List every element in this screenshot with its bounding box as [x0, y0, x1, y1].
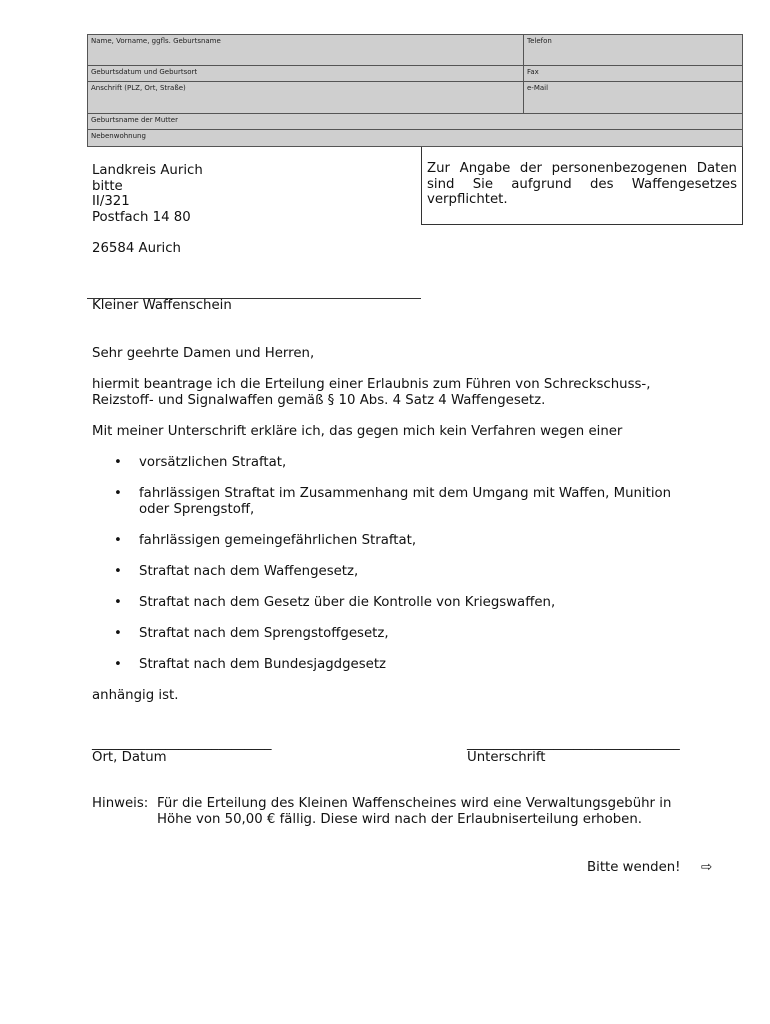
signature-label: Unterschrift — [467, 750, 546, 765]
date-signature-line[interactable]: ___________________________ — [92, 736, 272, 751]
bullet-item: Straftat nach dem Sprengstoffgesetz, — [139, 626, 389, 641]
birth-field[interactable] — [88, 66, 523, 81]
bullet-marker: • — [114, 564, 122, 579]
email-field[interactable] — [523, 82, 742, 113]
bullet-item: Straftat nach dem Waffengesetz, — [139, 564, 359, 579]
bullet-marker: • — [114, 626, 122, 641]
bullet-item: Straftat nach dem Gesetz über die Kontrolle von Kriegswaffen, — [139, 595, 556, 610]
notice-box-line-1: Zur Angabe der personenbezogenen Daten — [427, 161, 737, 176]
date-label: Ort, Datum — [92, 750, 167, 765]
recipient-line-3: II/321 — [92, 194, 130, 209]
request-line-1: hiermit beantrage ich die Erteilung einer Erlaubnis zum Führen von Schreckschuss-, — [92, 377, 651, 392]
fee-notice-line-1: Für die Erteilung des Kleinen Waffenscheines wird eine Verwaltungsgebühr in — [157, 796, 672, 811]
bullet-item: vorsätzlichen Straftat, — [139, 455, 287, 470]
form-row-name — [87, 34, 743, 66]
recipient-line-1: Landkreis Aurich — [92, 163, 203, 178]
form-row-address — [87, 81, 743, 114]
telefon-field[interactable] — [523, 35, 742, 65]
second-home-field[interactable] — [88, 130, 742, 146]
closing-text: anhängig ist. — [92, 688, 179, 703]
bullet-marker: • — [114, 455, 122, 470]
telefon-label: Telefon — [527, 37, 552, 45]
bullet-item: Straftat nach dem Bundesjagdgesetz — [139, 657, 387, 672]
second-home-label: Nebenwohnung — [91, 132, 146, 140]
bullet-item — [139, 486, 739, 517]
notice-box-line-2: sind Sie aufgrund des Waffengesetzes — [427, 176, 737, 192]
notice-box-line-3: verpflichtet. — [427, 192, 508, 207]
fax-label: Fax — [527, 68, 539, 76]
mother-field[interactable] — [88, 114, 742, 129]
recipient-line-2: bitte — [92, 178, 123, 194]
request-paragraph — [92, 377, 732, 408]
recipient-line-4: Postfach 14 80 — [92, 209, 191, 225]
address-field[interactable] — [88, 82, 523, 113]
form-row-second-home — [87, 129, 743, 147]
fax-field[interactable] — [523, 66, 742, 81]
bullet-item-line-2: oder Sprengstoff, — [139, 501, 255, 517]
bullet-marker: • — [114, 595, 122, 610]
request-line-2: Reizstoff- und Signalwaffen gemäß § 10 Abs. 4 Satz 4 Waffengesetz. — [92, 392, 546, 408]
bullet-marker: • — [114, 657, 122, 672]
bullet-marker: • — [114, 486, 122, 501]
recipient-city: 26584 Aurich — [92, 241, 181, 256]
name-field[interactable] — [88, 35, 523, 65]
mother-label: Geburtsname der Mutter — [91, 116, 178, 124]
salutation: Sehr geehrte Damen und Herren, — [92, 346, 315, 361]
data-protection-notice-box — [421, 147, 743, 225]
name-label: Name, Vorname, ggfls. Geburtsname — [91, 37, 221, 45]
recipient-address — [92, 163, 412, 225]
address-label: Anschrift (PLZ, Ort, Straße) — [91, 84, 186, 92]
bullet-marker: • — [114, 533, 122, 548]
bullet-item: fahrlässigen gemeingefährlichen Straftat, — [139, 533, 417, 548]
form-row-birth — [87, 65, 743, 82]
arrow-right-icon: ⇨ — [701, 860, 713, 875]
birth-label: Geburtsdatum und Geburtsort — [91, 68, 198, 76]
declaration-intro: Mit meiner Unterschrift erkläre ich, das gegen mich kein Verfahren wegen einer — [92, 424, 623, 439]
form-row-mother — [87, 113, 743, 130]
signature-line[interactable]: ________________________________ — [467, 736, 680, 751]
bullet-item-line-1: fahrlässigen Straftat im Zusammenhang mit dem Umgang mit Waffen, Munition — [139, 486, 672, 501]
fee-notice-line-2: Höhe von 50,00 € fällig. Diese wird nach der Erlaubniserteilung erhoben. — [157, 812, 643, 827]
fee-notice-prefix: Hinweis: — [92, 796, 149, 811]
subject-line: Kleiner Waffenschein — [92, 298, 232, 313]
turn-over-label: Bitte wenden! — [587, 860, 681, 875]
email-label: e-Mail — [527, 84, 549, 92]
